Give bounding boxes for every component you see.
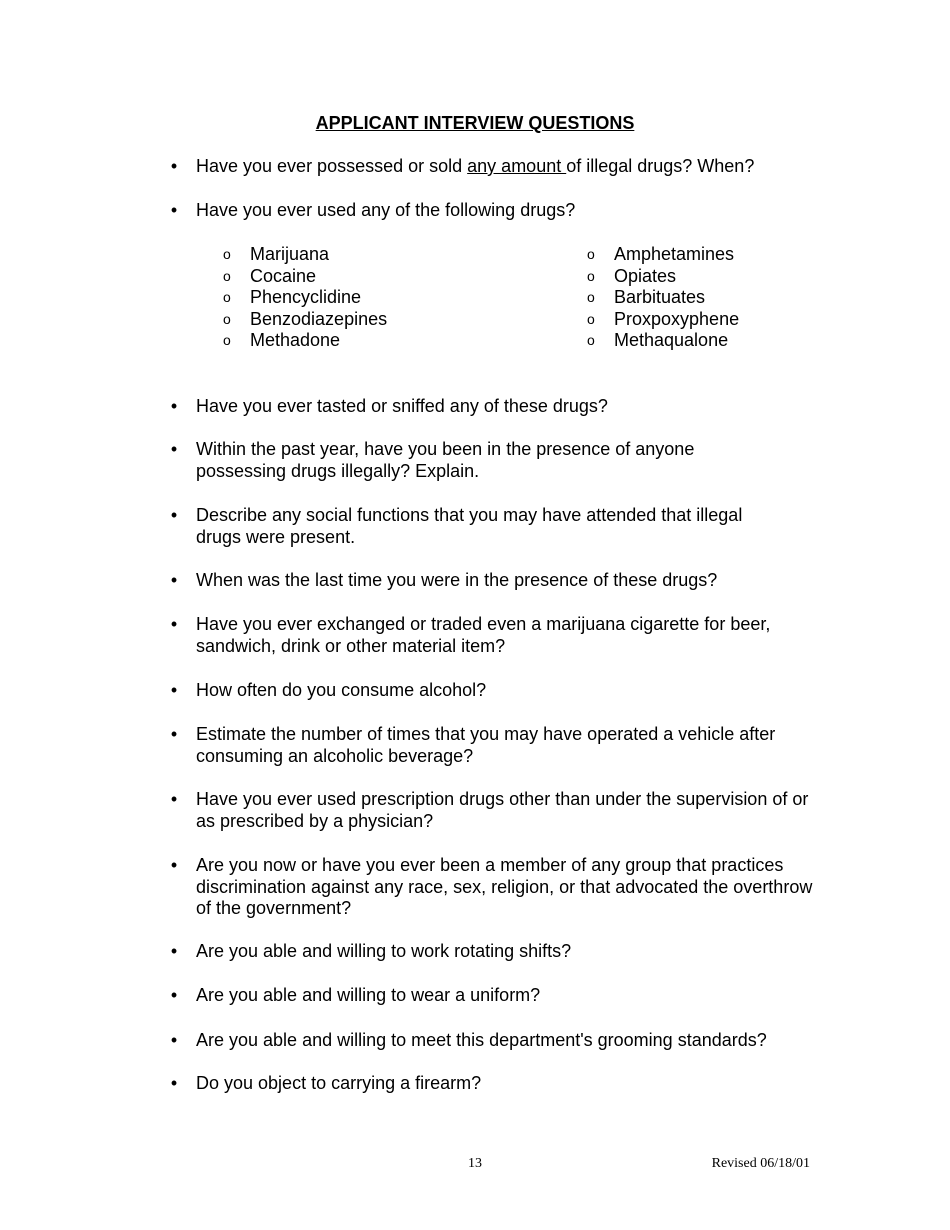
question-text: Are you able and willing to work rotating shifts? [196,941,572,961]
bullet: • [170,439,178,459]
question-text: Have you ever used prescription drugs other than under the supervision of or as prescribed by a physician? [196,789,809,831]
drug-name: Methaqualone [614,330,729,350]
drug-name: Marijuana [250,244,330,264]
question-text: Are you now or have you ever been a member of any group that practices discrimination against any race, sex, religion, or that advocated the overthrow of the government? [196,855,813,918]
question-text: When was the last time you were in the presence of these drugs? [196,570,718,590]
bullet: • [170,156,178,176]
question-text-part: Have you ever possessed or sold [196,156,468,176]
underlined-phrase: any amount [467,156,567,176]
bullet: • [170,789,178,809]
drug-name: Amphetamines [614,244,735,264]
sub-bullet: o [223,289,231,305]
question-text: Have you ever exchanged or traded even a marijuana cigarette for beer, sandwich, drink or other material item? [196,614,771,656]
sub-bullet: o [587,246,595,262]
question-text: Are you able and willing to wear a uniform? [196,985,541,1005]
drug-name: Methadone [250,330,341,350]
bullet: • [170,396,178,416]
drug-name: Opiates [614,265,677,286]
question-text: Have you ever used any of the following drugs? [196,200,576,220]
sub-bullet: o [223,310,231,327]
bullet: • [170,985,178,1005]
drug-name: Phencyclidine [250,287,362,307]
drug-name: Proxpoxyphene [614,308,740,329]
page-title: APPLICANT INTERVIEW QUESTIONS [315,113,635,133]
question-text: Have you ever tasted or sniffed any of these drugs? [196,396,608,416]
bullet: • [170,570,178,590]
bullet: • [170,855,178,875]
drug-name: Cocaine [250,265,317,286]
bullet: • [170,941,178,961]
bullet: • [170,505,178,525]
question-text: Are you able and willing to meet this department's grooming standards? [196,1030,767,1050]
page-number: 13 [468,1156,482,1171]
bullet: • [170,1030,178,1050]
question-text: Estimate the number of times that you may have operated a vehicle after consuming an alcoholic beverage? [196,724,776,766]
drug-name: Benzodiazepines [250,308,388,329]
question-text: How often do you consume alcohol? [196,680,487,700]
bullet: • [170,680,178,700]
sub-bullet: o [223,332,231,348]
revision-date: Revised 06/18/01 [711,1156,810,1171]
sub-bullet: o [587,332,595,348]
sub-bullet: o [587,289,595,305]
sub-bullet: o [587,267,595,284]
sub-bullet: o [223,267,231,284]
sub-bullet: o [587,310,595,327]
bullet: • [170,200,178,220]
question-text-part: of illegal drugs? When? [566,156,755,176]
drug-name: Barbituates [614,287,706,307]
question-text: Within the past year, have you been in the presence of anyone possessing drugs illegally? Explain. [196,439,695,481]
question-text: Describe any social functions that you may have attended that illegal drugs were present. [196,505,743,547]
bullet: • [170,1073,178,1093]
question-text: Do you object to carrying a firearm? [196,1073,482,1093]
question-text [196,156,836,178]
bullet: • [170,614,178,634]
bullet: • [170,724,178,744]
sub-bullet: o [223,246,231,262]
